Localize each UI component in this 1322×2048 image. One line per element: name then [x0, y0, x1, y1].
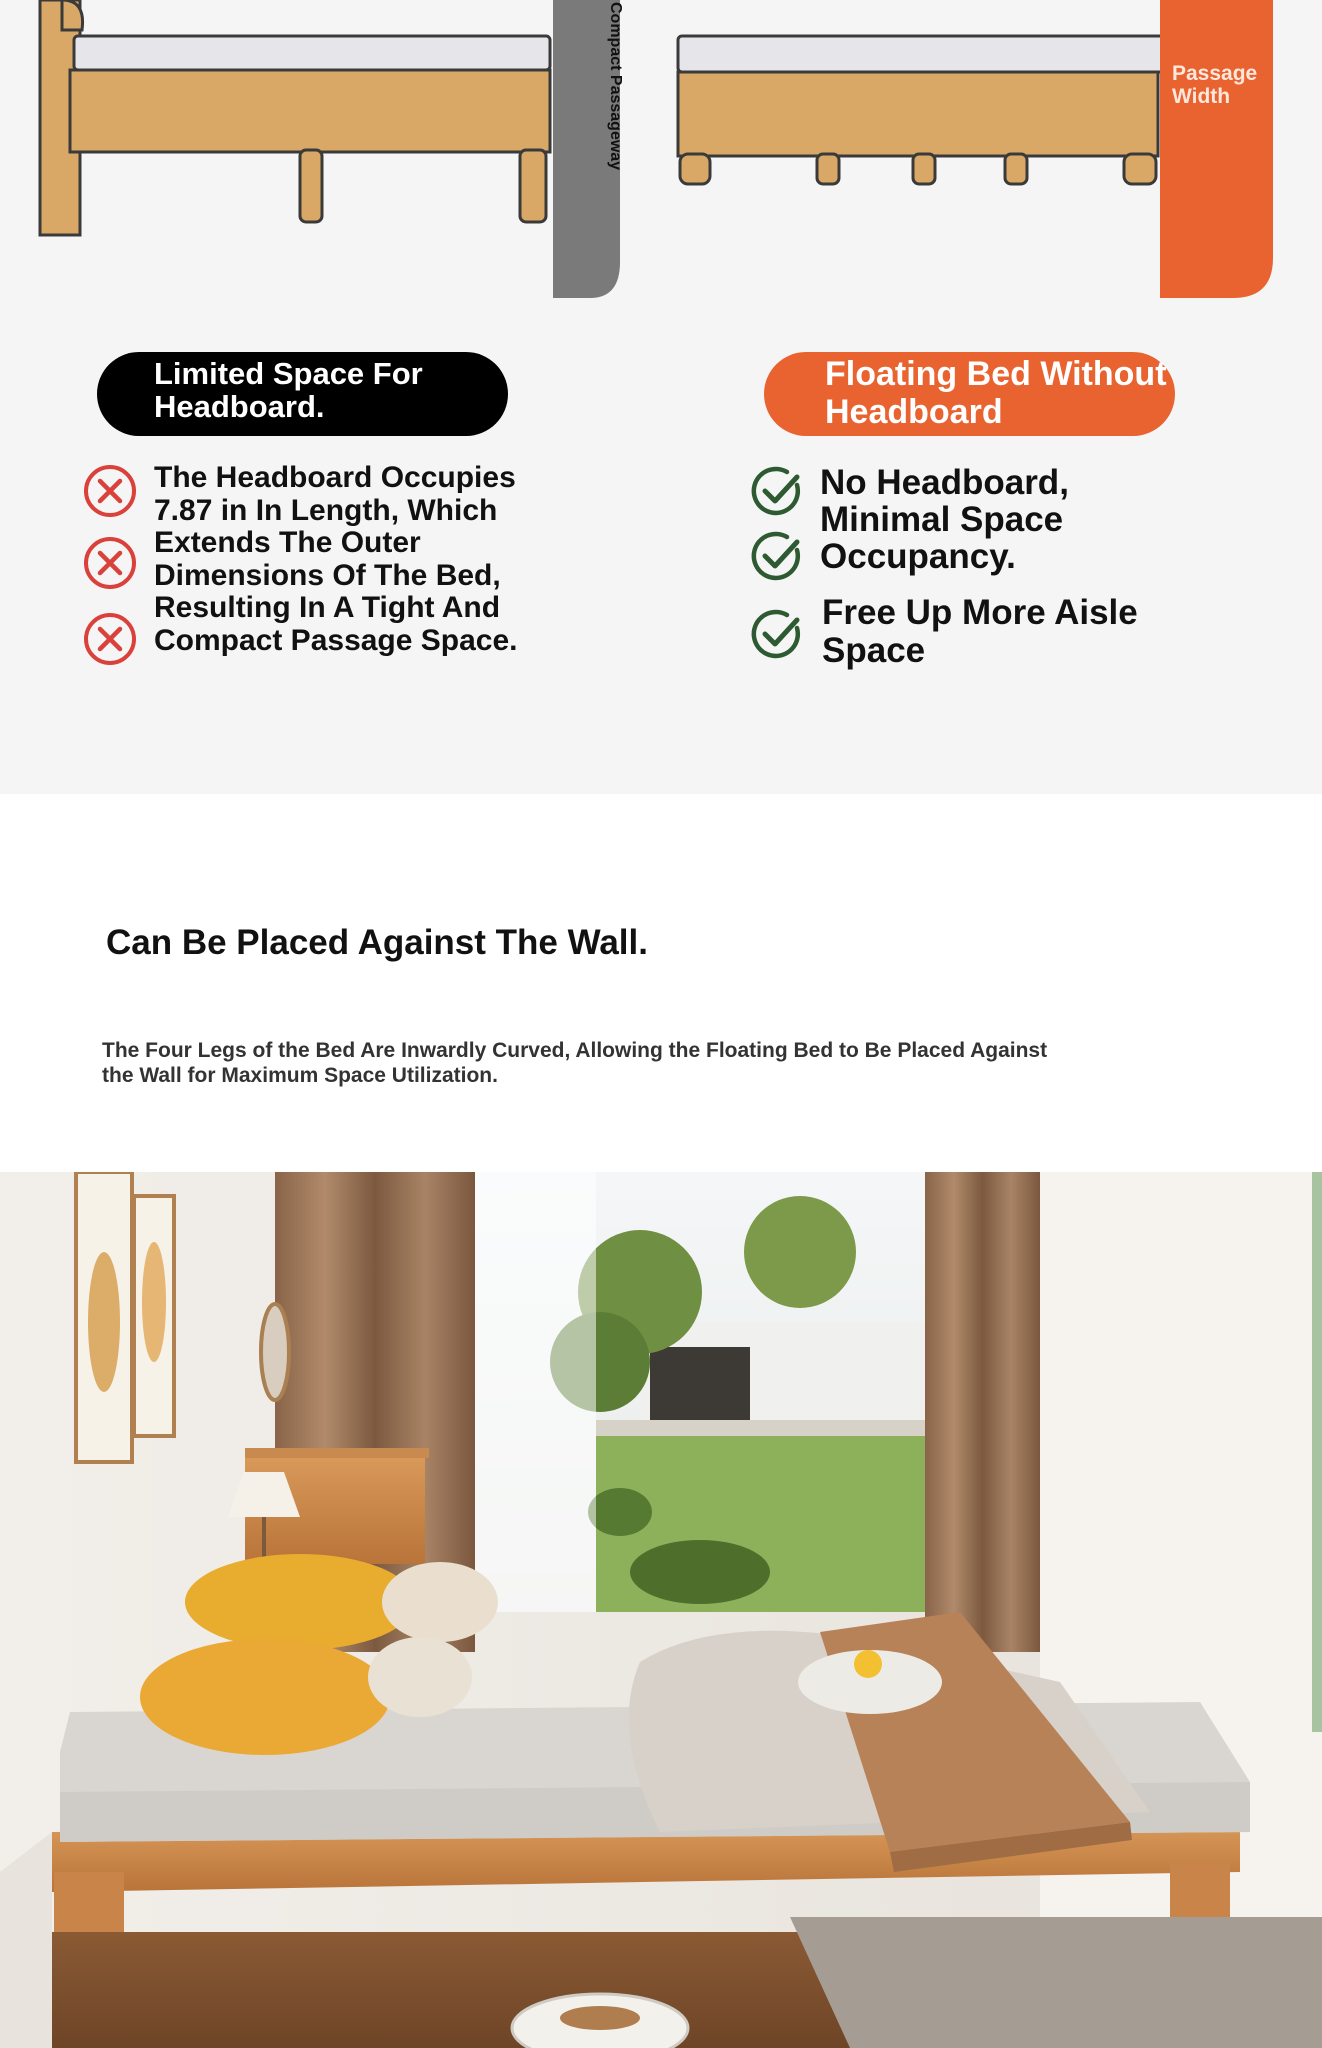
comparison-panel — [0, 0, 1322, 794]
no-headboard-point: No Headboard, Minimal Space Occupancy. — [820, 463, 1069, 576]
check-circle-icon — [749, 528, 805, 584]
check-circle-icon — [749, 463, 805, 519]
floating-bed-title: Floating Bed Without Headboard — [764, 352, 1175, 436]
bedroom-photo — [0, 1172, 1322, 2048]
passage-width-label: Passage Width — [1172, 62, 1258, 108]
limited-space-title: Limited Space For Headboard. — [97, 352, 508, 436]
x-circle-icon — [82, 611, 138, 667]
floating-bed-diagram — [660, 0, 1322, 310]
aisle-space-point: Free Up More Aisle Space — [822, 593, 1138, 670]
bed-with-headboard-diagram — [0, 0, 640, 310]
x-circle-icon — [82, 535, 138, 591]
feature-description: The Four Legs of the Bed Are Inwardly Curved, Allowing the Floating Bed to Be Placed Against the Wall for Maximum Space Utilization. — [102, 1039, 1048, 1087]
check-circle-icon — [749, 606, 805, 662]
x-circle-icon — [82, 463, 138, 519]
headboard-drawback-text: The Headboard Occupies 7.87 in In Length, Which Extends The Outer Dimensions Of The Bed, Resulting In A Tight And Compact Passage Space. — [154, 461, 518, 657]
feature-heading: Can Be Placed Against The Wall. — [106, 923, 648, 962]
compact-passageway-label: Compact Passageway — [607, 2, 624, 171]
